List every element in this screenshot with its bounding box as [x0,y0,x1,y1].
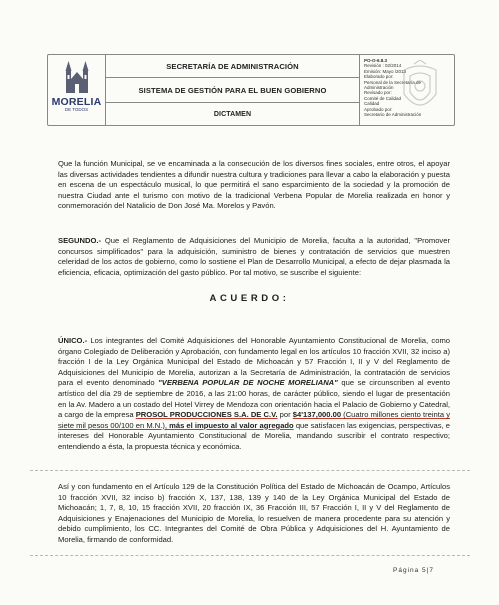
elaborated-value-2: Administración [364,85,394,91]
approved-label: Aprobado por: [364,106,393,112]
reviewed-value-2: Calidad [364,101,380,107]
unico-text-b: que se circunscriben al evento artístico del día 29 de septiembre de 2016, a las 21:00 horas, de carácter público, siendo el lugar de presentación en la Av. Madero a un costado del Hotel Virrey de Mendoza con orientación hacia el Palacio de Gobierno y Catedral, a cargo de la empresa [58,378,450,420]
amount-in-words: (Cuatro millones ciento treinta y siete mil pesos 00/100 en M.N.), [58,410,450,430]
doc-emission: Emisión: Mayo /2013 [364,68,407,74]
contract-amount: $4'137,000.00 [292,410,342,420]
unico-text-a: Los integrantes del Comité Adquisiciones del Honorable Ayuntamiento Constitucional de Morelia, como órgano Colegiado de Deliberación y Aprobación, con fundamento legal en los artículos 10 fracción XVII, 32 inciso a) fracción I de la Ley Orgánica Municipal del Estado de Michoacán y 57 Fracción I, II y V del Reglamento de Adquisiciones del Municipio de Morelia, autorizan a la Secretaría de Administración, la contratación de servicios para el evento denominado [58,336,450,388]
tax-clause: más el impuesto al valor agregado [169,420,294,430]
paragraph-intro: Que la función Municipal, se ve encaminada a la consecución de los diversos fines sociales, entre otros, el apoyar las diversas actividades tendientes a difundir nuestra cultura y tradiciones para llevar a cabo la elaboración y puesta en escena de un espectáculo musical, lo que permitirá el sano esparcimiento de la sociedad y la promoción de nuestra Ciudad ante el turismo con motivo de la tradicional Verbena Popular de Morelia realizada en honor y conmemoración del Natalicio de Don José Ma. Morelos y Pavón. [58,159,450,211]
unico-text-d: que satisfacen las exigencias, perspectivas, e intereses del Honorable Ayuntamiento Constitucional de Morelia, mandando suscribir el contrato respectivo; entendiendo a ésta, la propuesta técnica y económica. [58,420,450,451]
logo-wordmark: MORELIA [51,96,102,108]
header-titles [106,55,360,125]
reviewed-label: Revisado por: [364,90,392,96]
unico-text-c: por [277,410,293,420]
paragraph-segundo [58,236,450,278]
department-title: SECRETARÍA DE ADMINISTRACIÓN [106,55,359,78]
page-number: Página 5|7 [393,567,434,574]
system-title: SISTEMA DE GESTIÓN PARA EL BUEN GOBIERNO [106,78,359,103]
logo-cell [48,55,106,125]
logo-subtitle: DE TODOS [64,107,89,112]
municipal-seal-icon [398,60,442,118]
document-header [47,54,455,126]
segundo-text: Que el Reglamento de Adquisiciones del Municipio de Morelia, faculta a la autoridad, "Promover concursos simplificados" para la adquisición, suministro de bienes y contratación de servicios que muestren celeridad de los actos de gobierno, como lo sostiene el Plan de Desarrollo Municipal, a efecto de dejar plasmada la eficiencia, eficacia, optimización del gasto público. Por tal motivo, se suscribe el siguiente: [58,236,450,277]
elaborated-value-1: Personal de la Secretaría de [364,79,422,85]
company-name: PROSOL PRODUCCIONES S.A. DE C.V. [135,410,278,420]
elaborated-label: Elaborado por: [364,74,394,80]
section-divider [30,470,470,471]
event-name: "VERBENA POPULAR DE NOCHE MORELIANA" [158,378,338,388]
paragraph-fundamento: Así y con fundamento en el Artículo 129 de la Constitución Política del Estado de Michoacán de Ocampo, Artículos 10 fracción XVII, 32 inciso b) fracción X, 137, 138, 139 y 140 de la Ley Orgánica Municipal del Estado de Michoacán; 1, 7, 8, 10, 15 fracción XVII, 20 fracción IX, 36 Fracción III, 57 Fracción I, II y V del Reglamento de Adquisiciones y Enajenaciones del Municipio de Morelia, lo resuelven de manera procedente para su atención y debido cumplimiento, los CC. Integrantes del Comité de Obra Pública y Adquisiciones del H. Ayuntamiento de Morelia, firmando de conformidad. [58,482,450,544]
reviewed-value-1: Comité de Calidad [364,95,402,101]
doc-revision: Revisión : 02/2014 [364,63,402,69]
segundo-lead: SEGUNDO.- [58,236,102,245]
document-type: DICTAMEN [213,110,252,118]
approved-value: Secretario de Administración [364,112,422,118]
acuerdo-heading: ACUERDO: [209,293,290,304]
footer-divider [30,555,470,556]
paragraph-unico [58,336,450,453]
unico-lead: ÚNICO.- [58,336,88,345]
cathedral-logo-icon [62,59,92,95]
doc-code: PO-O-6.8.3 [364,58,388,63]
